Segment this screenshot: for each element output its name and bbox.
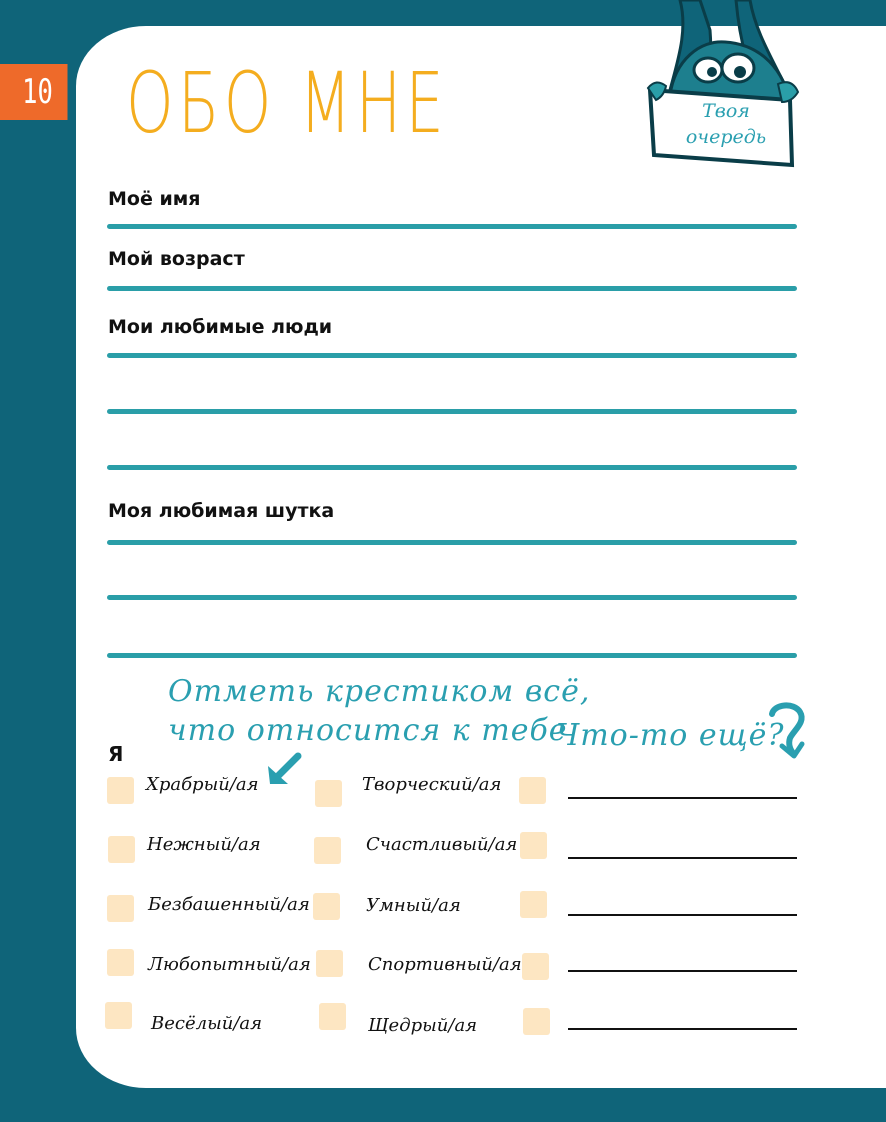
- custom-entry-line-1[interactable]: [568, 797, 797, 799]
- sign-line-2: очередь: [685, 126, 767, 148]
- sign-text: [664, 98, 788, 150]
- trait-happy: Счастливый/ая: [366, 834, 518, 855]
- joke-line-1[interactable]: [107, 540, 797, 545]
- instruction-line-2: что относится к тебе: [168, 713, 568, 748]
- trait-reckless: Безбашенный/ая: [148, 894, 310, 915]
- people-label: Мои любимые люди: [108, 316, 333, 338]
- something-else-label: Что-то ещё?: [556, 718, 785, 753]
- custom-entry-line-5[interactable]: [568, 1028, 797, 1030]
- checkbox-generous[interactable]: [319, 1003, 346, 1030]
- ya-label: Я: [108, 742, 124, 766]
- joke-label: Моя любимая шутка: [108, 500, 335, 522]
- sign-line-1: Твоя: [702, 100, 750, 122]
- worksheet-page: [76, 26, 886, 1088]
- question-mark-icon: [764, 700, 810, 760]
- joke-line-3[interactable]: [107, 653, 797, 658]
- name-label: Моё имя: [108, 188, 201, 210]
- arrow-down-left-icon: [262, 750, 304, 790]
- checkbox-creative[interactable]: [315, 780, 342, 807]
- trait-gentle: Нежный/ая: [147, 834, 261, 855]
- people-line-1[interactable]: [107, 353, 797, 358]
- checkbox-custom-4[interactable]: [522, 953, 549, 980]
- trait-creative: Творческий/ая: [362, 774, 502, 795]
- checkbox-brave[interactable]: [107, 777, 134, 804]
- age-line[interactable]: [107, 286, 797, 291]
- page-title: ОБО МНЕ: [126, 54, 449, 152]
- checkbox-smart[interactable]: [313, 893, 340, 920]
- checkbox-custom-3[interactable]: [520, 891, 547, 918]
- page-number: 10: [0, 64, 68, 120]
- checkbox-curious[interactable]: [107, 949, 134, 976]
- trait-smart: Умный/ая: [366, 895, 461, 916]
- trait-generous: Щедрый/ая: [368, 1015, 478, 1036]
- custom-entry-line-3[interactable]: [568, 914, 797, 916]
- checkbox-reckless[interactable]: [107, 895, 134, 922]
- checkbox-cheerful[interactable]: [105, 1002, 132, 1029]
- trait-cheerful: Весёлый/ая: [151, 1013, 263, 1034]
- people-line-3[interactable]: [107, 465, 797, 470]
- custom-entry-line-4[interactable]: [568, 970, 797, 972]
- checkbox-gentle[interactable]: [108, 836, 135, 863]
- checkbox-sporty[interactable]: [316, 950, 343, 977]
- instruction-line-1: Отметь крестиком всё,: [168, 674, 591, 709]
- people-line-2[interactable]: [107, 409, 797, 414]
- checkbox-custom-1[interactable]: [519, 777, 546, 804]
- age-label: Мой возраст: [108, 248, 245, 270]
- trait-brave: Храбрый/ая: [146, 774, 259, 795]
- joke-line-2[interactable]: [107, 595, 797, 600]
- checkbox-happy[interactable]: [314, 837, 341, 864]
- custom-entry-line-2[interactable]: [568, 857, 797, 859]
- trait-curious: Любопытный/ая: [148, 954, 311, 975]
- checkbox-custom-5[interactable]: [523, 1008, 550, 1035]
- checkbox-custom-2[interactable]: [520, 832, 547, 859]
- trait-sporty: Спортивный/ая: [368, 954, 522, 975]
- name-line[interactable]: [107, 224, 797, 229]
